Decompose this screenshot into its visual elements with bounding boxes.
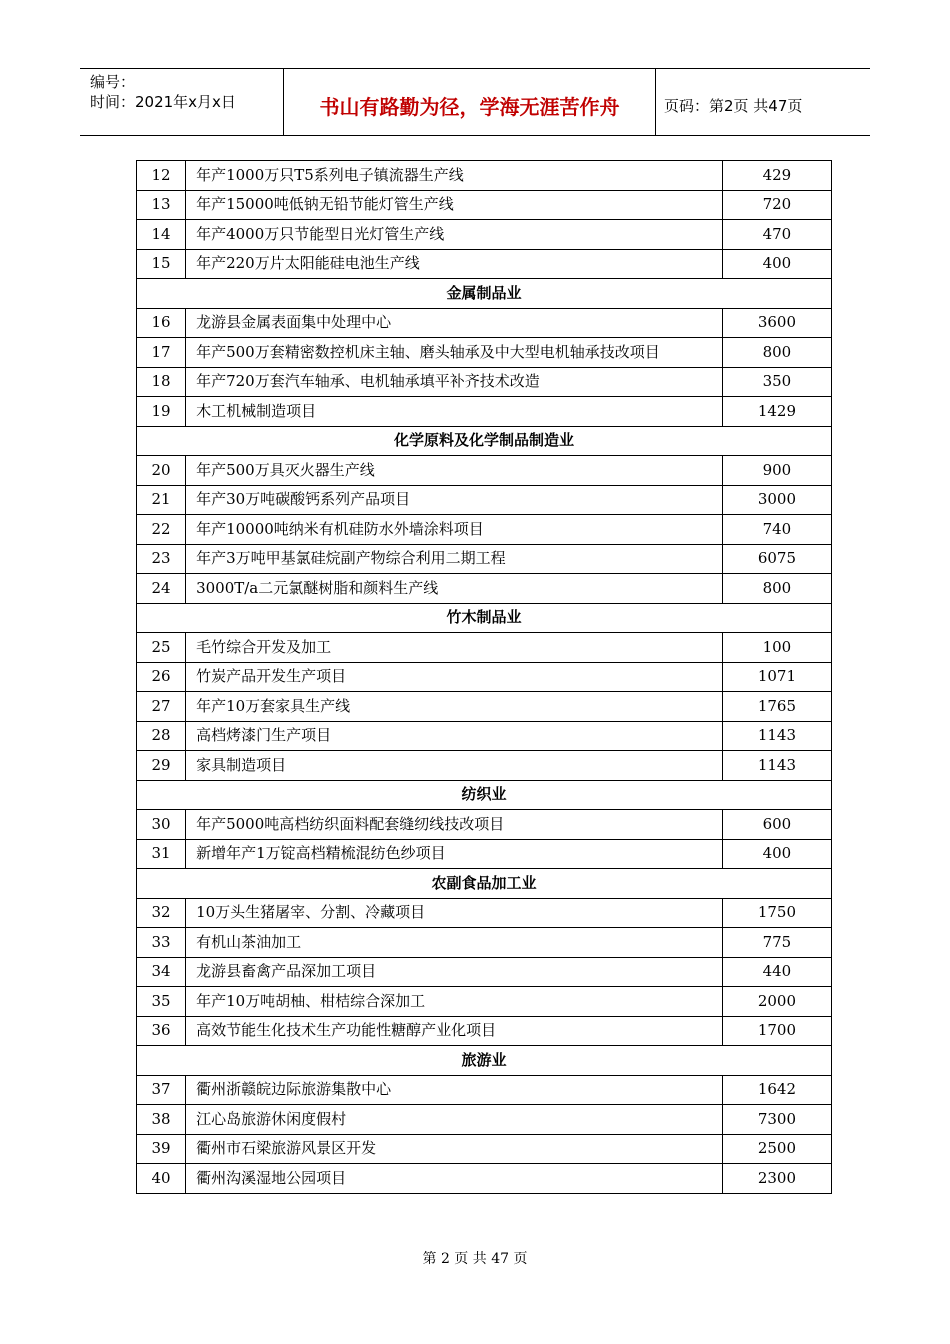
project-name: 年产500万套精密数控机床主轴、磨头轴承及中大型电机轴承技改项目 [186,338,723,368]
investment-value: 1143 [722,721,831,751]
table-row [137,987,832,1017]
project-name: 衢州市石梁旅游风景区开发 [186,1134,723,1164]
row-number: 31 [137,839,186,869]
investment-value: 470 [722,220,831,250]
investment-value: 100 [722,633,831,663]
row-number: 20 [137,456,186,486]
table-row [137,249,832,279]
row-number: 38 [137,1105,186,1135]
row-number: 27 [137,692,186,722]
investment-value: 1750 [722,898,831,928]
table-row [137,1016,832,1046]
row-number: 28 [137,721,186,751]
row-number: 13 [137,190,186,220]
section-title: 旅游业 [137,1046,832,1076]
row-number: 21 [137,485,186,515]
row-number: 33 [137,928,186,958]
table-row [137,839,832,869]
investment-value: 6075 [722,544,831,574]
project-name: 年产5000吨高档纺织面料配套缝纫线技改项目 [186,810,723,840]
investment-value: 2000 [722,987,831,1017]
project-name: 衢州沟溪湿地公园项目 [186,1164,723,1194]
row-number: 40 [137,1164,186,1194]
project-name: 年产3万吨甲基氯硅烷副产物综合利用二期工程 [186,544,723,574]
section-row [137,780,832,810]
table-row [137,721,832,751]
project-table-body [137,161,832,1194]
table-row [137,692,832,722]
page-header [80,68,870,136]
project-name: 高效节能生化技术生产功能性糖醇产业化项目 [186,1016,723,1046]
project-name: 10万头生猪屠宰、分割、冷藏项目 [186,898,723,928]
table-row [137,308,832,338]
table-row [137,1164,832,1194]
section-title: 纺织业 [137,780,832,810]
investment-value: 720 [722,190,831,220]
table-row [137,810,832,840]
project-name: 家具制造项目 [186,751,723,781]
project-table [136,160,832,1194]
row-number: 12 [137,161,186,191]
project-name: 新增年产1万锭高档精梳混纺色纱项目 [186,839,723,869]
project-name: 龙游县金属表面集中处理中心 [186,308,723,338]
table-row [137,456,832,486]
investment-value: 600 [722,810,831,840]
investment-value: 2300 [722,1164,831,1194]
project-name: 年产10万套家具生产线 [186,692,723,722]
table-row [137,1105,832,1135]
table-row [137,220,832,250]
project-name: 衢州浙赣皖边际旅游集散中心 [186,1075,723,1105]
project-name: 年产4000万只节能型日光灯管生产线 [186,220,723,250]
investment-value: 900 [722,456,831,486]
project-name: 年产10000吨纳米有机硅防水外墙涂料项目 [186,515,723,545]
investment-value: 1143 [722,751,831,781]
table-row [137,338,832,368]
row-number: 34 [137,957,186,987]
project-name: 年产1000万只T5系列电子镇流器生产线 [186,161,723,191]
table-row [137,1134,832,1164]
investment-value: 1765 [722,692,831,722]
row-number: 15 [137,249,186,279]
table-row [137,397,832,427]
table-row [137,898,832,928]
project-name: 毛竹综合开发及加工 [186,633,723,663]
row-number: 32 [137,898,186,928]
project-name: 有机山茶油加工 [186,928,723,958]
investment-value: 800 [722,574,831,604]
header-meta [80,69,284,135]
table-row [137,190,832,220]
row-number: 30 [137,810,186,840]
section-row [137,603,832,633]
table-row [137,957,832,987]
section-title: 竹木制品业 [137,603,832,633]
project-name: 木工机械制造项目 [186,397,723,427]
project-name: 年产30万吨碳酸钙系列产品项目 [186,485,723,515]
row-number: 16 [137,308,186,338]
row-number: 17 [137,338,186,368]
time-label: 时间：2021年x月x日 [90,93,236,111]
investment-value: 1071 [722,662,831,692]
investment-value: 1429 [722,397,831,427]
project-name: 龙游县畜禽产品深加工项目 [186,957,723,987]
row-number: 18 [137,367,186,397]
section-row [137,1046,832,1076]
project-name: 年产220万片太阳能硅电池生产线 [186,249,723,279]
investment-value: 7300 [722,1105,831,1135]
investment-value: 400 [722,249,831,279]
investment-value: 775 [722,928,831,958]
row-number: 14 [137,220,186,250]
row-number: 26 [137,662,186,692]
row-number: 25 [137,633,186,663]
page-footer: 第 2 页 共 47 页 [422,1251,528,1267]
header-page-info: 页码：第2页 共47页 [664,96,803,115]
row-number: 29 [137,751,186,781]
table-row [137,751,832,781]
table-row [137,544,832,574]
project-name: 年产10万吨胡柚、柑桔综合深加工 [186,987,723,1017]
table-row [137,485,832,515]
section-title: 农副食品加工业 [137,869,832,899]
project-name: 年产15000吨低钠无铅节能灯管生产线 [186,190,723,220]
project-name: 江心岛旅游休闲度假村 [186,1105,723,1135]
investment-value: 429 [722,161,831,191]
table-row [137,515,832,545]
row-number: 36 [137,1016,186,1046]
table-row [137,633,832,663]
row-number: 23 [137,544,186,574]
section-title: 化学原料及化学制品制造业 [137,426,832,456]
section-row [137,279,832,309]
project-name: 竹炭产品开发生产项目 [186,662,723,692]
investment-value: 740 [722,515,831,545]
investment-value: 440 [722,957,831,987]
investment-value: 3600 [722,308,831,338]
project-name: 3000T/a二元氯醚树脂和颜料生产线 [186,574,723,604]
table-row [137,367,832,397]
header-motto: 书山有路勤为径，学海无涯苦作舟 [284,69,656,135]
investment-value: 1642 [722,1075,831,1105]
investment-value: 350 [722,367,831,397]
row-number: 35 [137,987,186,1017]
section-row [137,869,832,899]
investment-value: 3000 [722,485,831,515]
table-row [137,1075,832,1105]
code-label: 编号： [90,73,136,91]
row-number: 24 [137,574,186,604]
table-row [137,161,832,191]
table-row [137,662,832,692]
table-row [137,928,832,958]
row-number: 19 [137,397,186,427]
section-title: 金属制品业 [137,279,832,309]
row-number: 22 [137,515,186,545]
project-name: 高档烤漆门生产项目 [186,721,723,751]
project-name: 年产500万具灭火器生产线 [186,456,723,486]
row-number: 39 [137,1134,186,1164]
investment-value: 800 [722,338,831,368]
project-name: 年产720万套汽车轴承、电机轴承填平补齐技术改造 [186,367,723,397]
section-row [137,426,832,456]
row-number: 37 [137,1075,186,1105]
table-row [137,574,832,604]
investment-value: 1700 [722,1016,831,1046]
investment-value: 400 [722,839,831,869]
investment-value: 2500 [722,1134,831,1164]
